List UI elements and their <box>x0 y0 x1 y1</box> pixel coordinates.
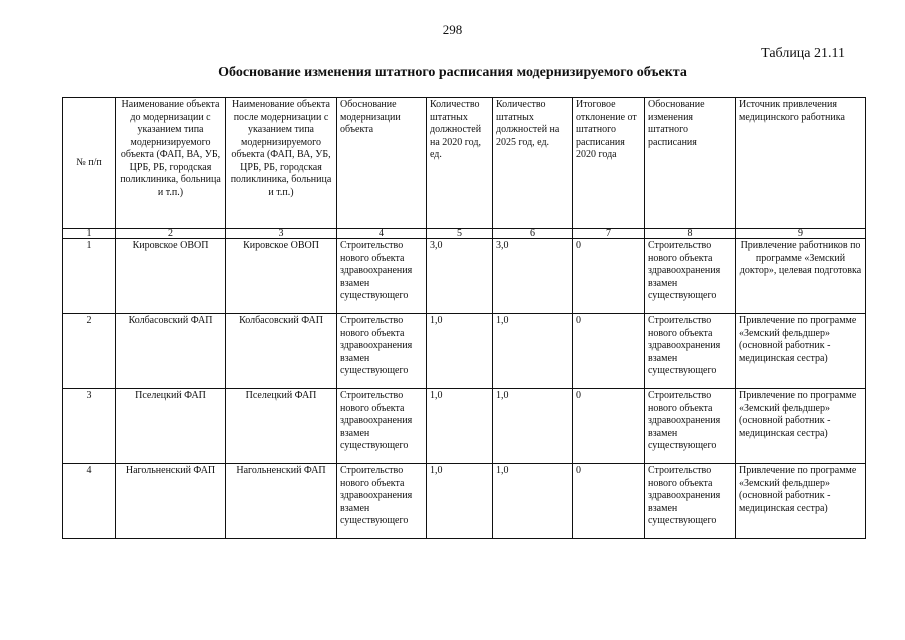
column-number: 9 <box>736 229 866 239</box>
column-number: 2 <box>116 229 226 239</box>
column-header: Количество штатных должностей на 2020 год, ед. <box>427 98 493 229</box>
row-number: 3 <box>63 389 116 464</box>
page-number: 298 <box>442 22 463 37</box>
object-before: Нагольненский ФАП <box>116 464 226 539</box>
column-number: 7 <box>573 229 645 239</box>
table-row <box>63 464 866 539</box>
column-header: Итоговое отклонение от штатного расписания 2020 года <box>573 98 645 229</box>
staffing-justification: Строительство нового объекта здравоохранения взамен существующего <box>645 464 736 539</box>
staff-2025: 3,0 <box>493 239 573 314</box>
document-title: Обоснование изменения штатного расписания модернизируемого объекта <box>218 65 687 80</box>
table-row <box>63 314 866 389</box>
column-header: Обоснование модернизации объекта <box>337 98 427 229</box>
worker-source: Привлечение по программе «Земский фельдшер» (основной работник - медицинская сестра) <box>736 314 866 389</box>
staff-2025: 1,0 <box>493 389 573 464</box>
column-number: 8 <box>645 229 736 239</box>
column-header: Наименование объекта до модернизации с указанием типа модернизируемого объекта (ФАП, ВА, УБ, ЦРБ, РБ, городская поликлиника, больница и т.п.) <box>116 98 226 229</box>
table-label: Таблица 21.11 <box>761 46 845 61</box>
header-row <box>63 98 866 229</box>
table-row <box>63 389 866 464</box>
modernization-reason: Строительство нового объекта здравоохранения взамен существующего <box>337 239 427 314</box>
deviation: 0 <box>573 464 645 539</box>
staff-2025: 1,0 <box>493 314 573 389</box>
staffing-justification: Строительство нового объекта здравоохранения взамен существующего <box>645 314 736 389</box>
object-after: Пселецкий ФАП <box>226 389 337 464</box>
staffing-justification: Строительство нового объекта здравоохранения взамен существующего <box>645 239 736 314</box>
column-number-row <box>63 229 866 239</box>
worker-source: Привлечение по программе «Земский фельдшер» (основной работник - медицинская сестра) <box>736 389 866 464</box>
staffing-table <box>62 97 866 539</box>
column-number: 5 <box>427 229 493 239</box>
staffing-justification: Строительство нового объекта здравоохранения взамен существующего <box>645 389 736 464</box>
worker-source: Привлечение по программе «Земский фельдшер» (основной работник - медицинская сестра) <box>736 464 866 539</box>
column-header: Обоснование изменения штатного расписания <box>645 98 736 229</box>
column-header: Источник привлечения медицинского работника <box>736 98 866 229</box>
modernization-reason: Строительство нового объекта здравоохранения взамен существующего <box>337 464 427 539</box>
staff-2020: 1,0 <box>427 389 493 464</box>
object-before: Кировское ОВОП <box>116 239 226 314</box>
deviation: 0 <box>573 239 645 314</box>
object-after: Нагольненский ФАП <box>226 464 337 539</box>
column-number: 4 <box>337 229 427 239</box>
column-header: Наименование объекта после модернизации с указанием типа модернизируемого объекта (ФАП, ВА, УБ, ЦРБ, РБ, городская поликлиника, больница и т.п.) <box>226 98 337 229</box>
staff-2020: 1,0 <box>427 464 493 539</box>
modernization-reason: Строительство нового объекта здравоохранения взамен существующего <box>337 314 427 389</box>
worker-source: Привлечение работников по программе «Земский доктор», целевая подготовка <box>736 239 866 314</box>
row-number: 4 <box>63 464 116 539</box>
deviation: 0 <box>573 389 645 464</box>
column-number: 1 <box>63 229 116 239</box>
staff-2025: 1,0 <box>493 464 573 539</box>
staff-2020: 1,0 <box>427 314 493 389</box>
staff-2020: 3,0 <box>427 239 493 314</box>
object-before: Колбасовский ФАП <box>116 314 226 389</box>
row-number: 2 <box>63 314 116 389</box>
column-header: Количество штатных должностей на 2025 год, ед. <box>493 98 573 229</box>
column-number: 3 <box>226 229 337 239</box>
modernization-reason: Строительство нового объекта здравоохранения взамен существующего <box>337 389 427 464</box>
deviation: 0 <box>573 314 645 389</box>
row-number: 1 <box>63 239 116 314</box>
object-before: Пселецкий ФАП <box>116 389 226 464</box>
column-header: № п/п <box>63 98 116 229</box>
column-number: 6 <box>493 229 573 239</box>
table-row <box>63 239 866 314</box>
object-after: Кировское ОВОП <box>226 239 337 314</box>
object-after: Колбасовский ФАП <box>226 314 337 389</box>
